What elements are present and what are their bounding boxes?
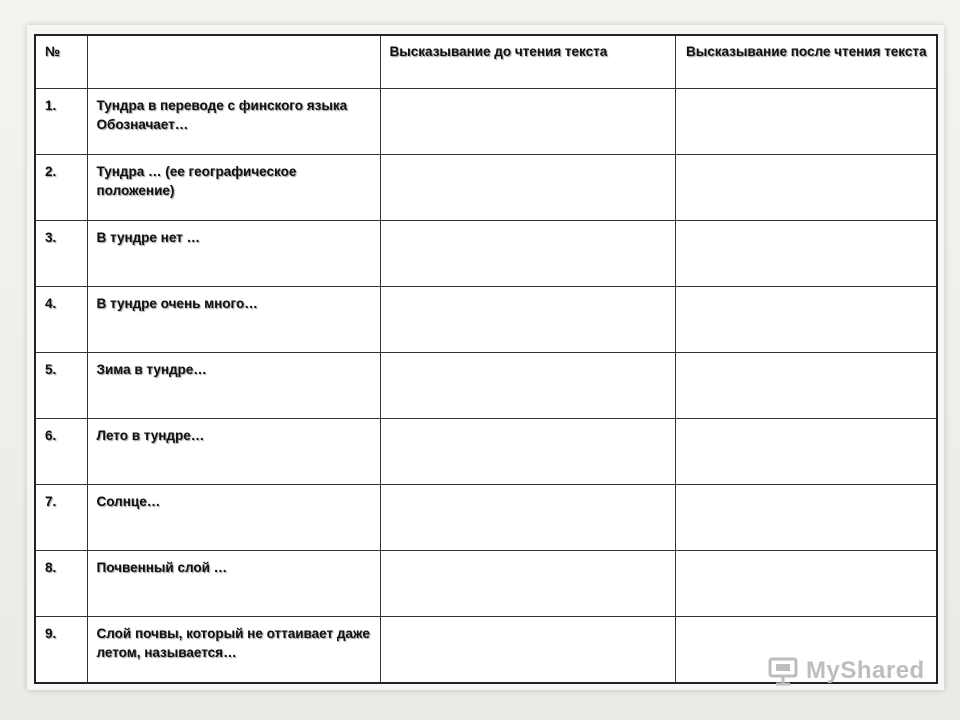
myshared-logo-icon <box>768 656 802 686</box>
header-after-reading <box>675 35 937 89</box>
row-number: 2. <box>35 155 87 221</box>
row-after-cell[interactable] <box>675 89 937 155</box>
row-before-cell[interactable] <box>380 617 675 684</box>
table-row <box>35 287 937 353</box>
header-after-reading-label: Высказывание после чтения текста <box>685 44 927 59</box>
row-before-cell[interactable] <box>380 287 675 353</box>
row-statement: Слой почвы, который не оттаивает даже летом, называется… <box>87 617 380 684</box>
row-before-cell[interactable] <box>380 485 675 551</box>
header-number: № <box>35 35 87 89</box>
row-before-cell[interactable] <box>380 419 675 485</box>
table-header-row <box>35 35 937 89</box>
header-before-reading: Высказывание до чтения текста <box>380 35 675 89</box>
row-after-cell[interactable] <box>675 353 937 419</box>
row-number: 3. <box>35 221 87 287</box>
row-before-cell[interactable] <box>380 155 675 221</box>
row-before-cell[interactable] <box>380 89 675 155</box>
row-before-cell[interactable] <box>380 551 675 617</box>
header-statement <box>87 35 380 89</box>
row-before-cell[interactable] <box>380 353 675 419</box>
row-after-cell[interactable] <box>675 221 937 287</box>
table-row <box>35 89 937 155</box>
row-after-cell[interactable] <box>675 419 937 485</box>
row-statement: Тундра в переводе с финского языка Обозначает… <box>87 89 380 155</box>
row-before-cell[interactable] <box>380 221 675 287</box>
row-after-cell[interactable] <box>675 155 937 221</box>
table-row <box>35 485 937 551</box>
table-row <box>35 353 937 419</box>
row-statement: Солнце… <box>87 485 380 551</box>
watermark-text: MyShared <box>806 657 925 684</box>
row-statement: В тундре нет … <box>87 221 380 287</box>
row-number: 8. <box>35 551 87 617</box>
row-statement: Почвенный слой … <box>87 551 380 617</box>
table-row <box>35 221 937 287</box>
table-row <box>35 551 937 617</box>
table-row <box>35 419 937 485</box>
row-number: 1. <box>35 89 87 155</box>
row-number: 4. <box>35 287 87 353</box>
row-number: 9. <box>35 617 87 684</box>
table-row <box>35 155 937 221</box>
row-after-cell[interactable] <box>675 287 937 353</box>
row-statement: Тундра … (ее географическое положение) <box>87 155 380 221</box>
row-after-cell[interactable] <box>675 551 937 617</box>
row-statement: Лето в тундре… <box>87 419 380 485</box>
row-number: 7. <box>35 485 87 551</box>
row-number: 5. <box>35 353 87 419</box>
row-number: 6. <box>35 419 87 485</box>
row-statement: Зима в тундре… <box>87 353 380 419</box>
myshared-watermark <box>768 656 925 686</box>
row-statement: В тундре очень много… <box>87 287 380 353</box>
row-after-cell[interactable] <box>675 485 937 551</box>
statements-table <box>34 34 938 684</box>
